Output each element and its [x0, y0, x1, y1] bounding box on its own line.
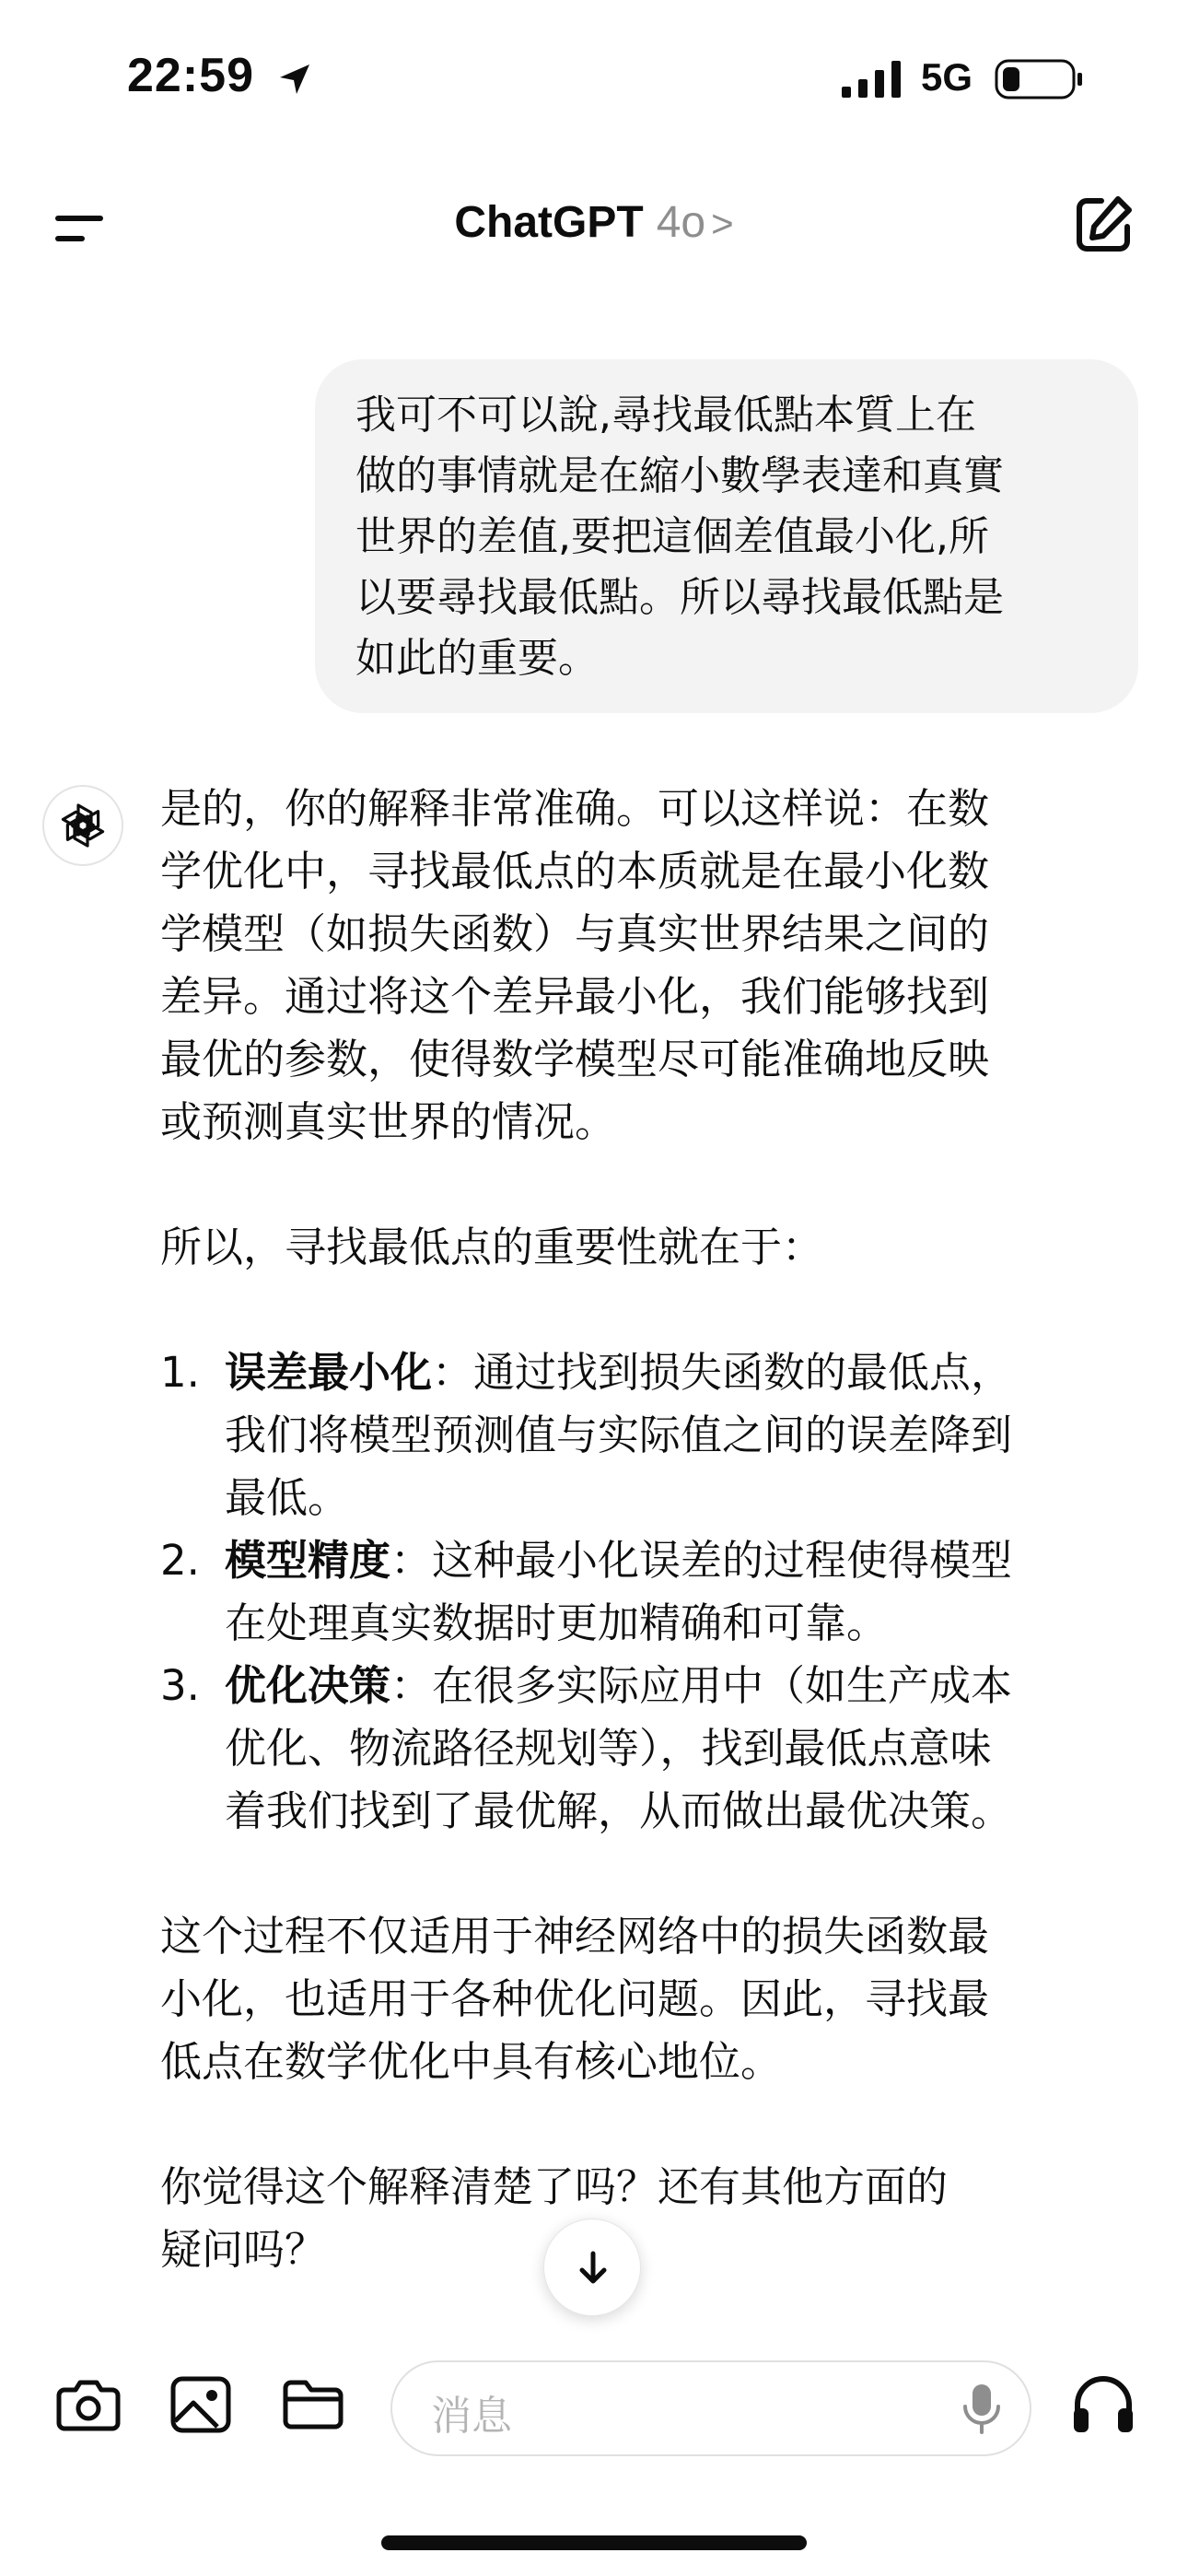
microphone-icon[interactable] [960, 2381, 1004, 2436]
model-selector[interactable] [0, 197, 1188, 248]
status-bar [0, 0, 1188, 147]
text-line: 学优化中，寻找最低点的本质就是在最小化数 [160, 847, 990, 896]
user-message-text [355, 385, 1111, 689]
message-input-placeholder: 消息 [431, 2393, 512, 2440]
folder-icon[interactable] [276, 2368, 350, 2441]
text-line: 最低。 [225, 1473, 350, 1522]
network-type: 5G [921, 55, 973, 99]
text-line: 是的，你的解释非常准确。可以这样说：在数 [160, 784, 990, 833]
arrow-down-icon [573, 2248, 613, 2289]
text-line: 疑问吗？ [160, 2225, 327, 2274]
user-message-line: 世界的差值,要把這個差值最小化,所 [355, 513, 989, 560]
list-number: 1. [160, 1348, 200, 1397]
text-line: 差异。通过将这个差异最小化，我们能够找到 [160, 972, 990, 1021]
headphones-icon[interactable] [1066, 2368, 1140, 2441]
battery-icon [995, 59, 1083, 100]
assistant-paragraph [160, 1905, 1118, 2093]
assistant-paragraph [160, 778, 1118, 1153]
message-input[interactable] [390, 2360, 1031, 2456]
camera-icon[interactable] [52, 2368, 125, 2441]
list-term: 误差最小化 [225, 1348, 433, 1397]
chevron-right-icon: > [711, 202, 734, 245]
model-name: 4o [656, 198, 706, 247]
composer-bar [0, 2340, 1188, 2469]
text-line: 优化、物流路径规划等），找到最低点意味 [225, 1724, 992, 1773]
signal-icon [840, 61, 904, 98]
text-line: 我们将模型预测值与实际值之间的误差降到 [225, 1411, 1013, 1459]
text-line: ：在很多实际应用中（如生产成本 [390, 1661, 1013, 1710]
top-nav-bar [0, 175, 1188, 276]
edit-icon[interactable] [1070, 192, 1136, 258]
scroll-to-bottom-button[interactable] [543, 2219, 641, 2316]
assistant-paragraph: 所以，寻找最低点的重要性就在于： [160, 1223, 824, 1271]
text-line: 学模型（如损失函数）与真实世界结果之间的 [160, 909, 990, 958]
text-line: 你觉得这个解释清楚了吗？还有其他方面的 [160, 2162, 949, 2211]
text-line: 或预测真实世界的情况。 [160, 1097, 617, 1146]
user-message-line: 以要尋找最低點。所以尋找最低點是 [355, 574, 1004, 621]
list-term: 优化决策 [225, 1661, 391, 1710]
assistant-avatar [42, 785, 123, 866]
text-line: 低点在数学优化中具有核心地位。 [160, 2037, 783, 2086]
list-number: 3. [160, 1661, 200, 1710]
location-arrow-icon [276, 61, 313, 98]
photo-icon[interactable] [164, 2368, 238, 2441]
list-term: 模型精度 [225, 1536, 391, 1585]
user-message-line: 做的事情就是在縮小數學表達和真實 [355, 452, 1004, 499]
user-message-bubble [315, 359, 1138, 713]
text-line: 这个过程不仅适用于神经网络中的损失函数最 [160, 1912, 990, 1961]
text-line: 在处理真实数据时更加精确和可靠。 [225, 1598, 889, 1647]
home-indicator [381, 2535, 807, 2550]
app-title: ChatGPT [454, 198, 644, 247]
list-item [160, 1529, 1118, 1655]
list-item [160, 1341, 1118, 1529]
numbered-list [160, 1341, 1118, 1843]
assistant-message [160, 778, 1118, 2281]
text-line: ：通过找到损失函数的最低点， [432, 1348, 1013, 1397]
text-line: ：这种最小化误差的过程使得模型 [390, 1536, 1013, 1585]
status-time: 22:59 [127, 49, 254, 102]
text-line: 小化，也适用于各种优化问题。因此，寻找最 [160, 1974, 990, 2023]
openai-logo-icon [57, 800, 109, 851]
list-item [160, 1655, 1118, 1843]
user-message-line: 我可不可以說,尋找最低點本質上在 [355, 392, 976, 439]
list-number: 2. [160, 1536, 200, 1585]
text-line: 最优的参数，使得数学模型尽可能准确地反映 [160, 1035, 990, 1083]
text-line: 着我们找到了最优解，从而做出最优决策。 [225, 1786, 1013, 1835]
user-message-line: 如此的重要。 [355, 635, 599, 682]
